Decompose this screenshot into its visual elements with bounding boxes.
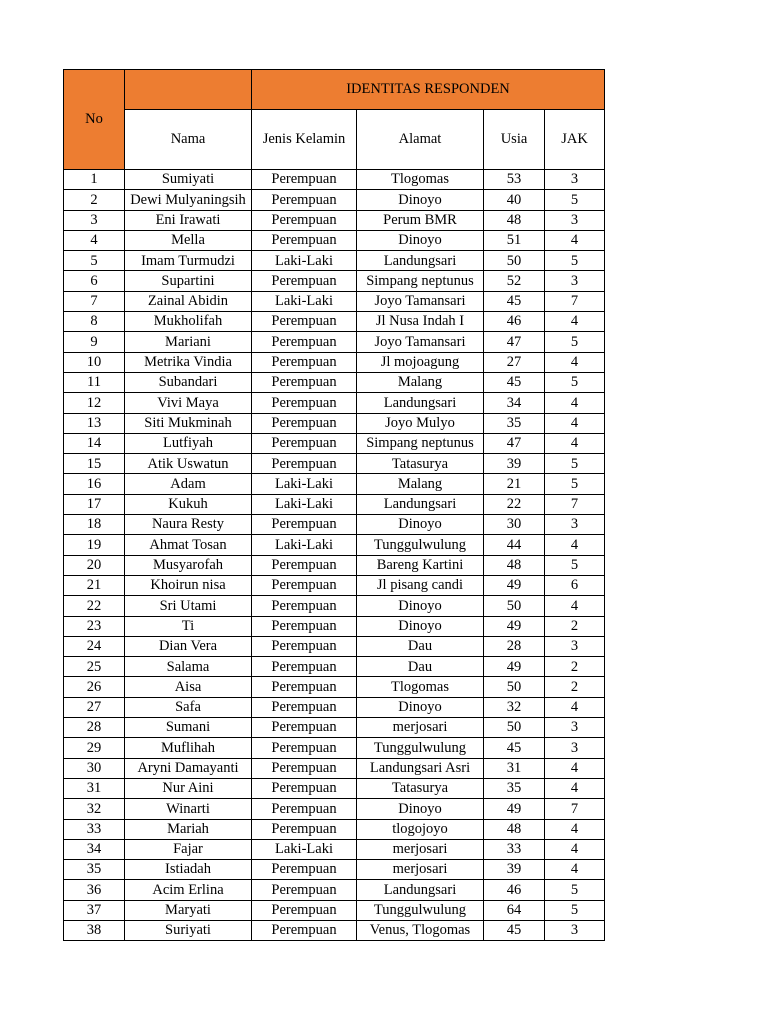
cell-usia: 48 — [484, 555, 545, 575]
cell-jak: 7 — [545, 799, 605, 819]
cell-jak: 4 — [545, 393, 605, 413]
cell-usia: 46 — [484, 312, 545, 332]
cell-nama: Aryni Damayanti — [125, 758, 252, 778]
table-row — [64, 555, 605, 575]
cell-jenis-kelamin: Perempuan — [252, 372, 357, 392]
cell-jenis-kelamin: Perempuan — [252, 616, 357, 636]
cell-no: 9 — [64, 332, 125, 352]
table-row — [64, 819, 605, 839]
cell-alamat: Joyo Mulyo — [357, 413, 484, 433]
cell-usia: 22 — [484, 494, 545, 514]
cell-usia: 35 — [484, 413, 545, 433]
table-row — [64, 291, 605, 311]
cell-alamat: Simpang neptunus — [357, 433, 484, 453]
cell-alamat: Bareng Kartini — [357, 555, 484, 575]
cell-no: 29 — [64, 738, 125, 758]
cell-alamat: Landungsari — [357, 251, 484, 271]
table-row — [64, 271, 605, 291]
cell-no: 36 — [64, 880, 125, 900]
cell-no: 5 — [64, 251, 125, 271]
cell-jak: 3 — [545, 920, 605, 940]
cell-nama: Muflihah — [125, 738, 252, 758]
cell-nama: Dian Vera — [125, 636, 252, 656]
cell-alamat: Dau — [357, 657, 484, 677]
cell-alamat: Dinoyo — [357, 799, 484, 819]
cell-alamat: Dinoyo — [357, 230, 484, 250]
cell-nama: Musyarofah — [125, 555, 252, 575]
cell-nama: Supartini — [125, 271, 252, 291]
cell-usia: 49 — [484, 657, 545, 677]
cell-alamat: tlogojoyo — [357, 819, 484, 839]
table-row — [64, 393, 605, 413]
cell-usia: 45 — [484, 738, 545, 758]
cell-jenis-kelamin: Laki-Laki — [252, 535, 357, 555]
col-header-jenis-kelamin: Jenis Kelamin — [252, 110, 357, 170]
cell-jak: 3 — [545, 515, 605, 535]
table-row — [64, 352, 605, 372]
cell-jak: 7 — [545, 291, 605, 311]
cell-jenis-kelamin: Perempuan — [252, 758, 357, 778]
cell-jak: 3 — [545, 210, 605, 230]
cell-alamat: Tlogomas — [357, 677, 484, 697]
cell-jak: 4 — [545, 433, 605, 453]
cell-jak: 4 — [545, 839, 605, 859]
cell-no: 31 — [64, 778, 125, 798]
cell-jenis-kelamin: Perempuan — [252, 677, 357, 697]
cell-alamat: Joyo Tamansari — [357, 332, 484, 352]
cell-no: 38 — [64, 920, 125, 940]
table-row — [64, 170, 605, 190]
cell-jenis-kelamin: Perempuan — [252, 697, 357, 717]
cell-no: 3 — [64, 210, 125, 230]
cell-nama: Subandari — [125, 372, 252, 392]
cell-jenis-kelamin: Laki-Laki — [252, 474, 357, 494]
header-blank-cell — [125, 70, 252, 110]
cell-no: 1 — [64, 170, 125, 190]
cell-alamat: Tunggulwulung — [357, 535, 484, 555]
cell-usia: 28 — [484, 636, 545, 656]
cell-jenis-kelamin: Perempuan — [252, 555, 357, 575]
cell-no: 37 — [64, 900, 125, 920]
cell-nama: Sumiyati — [125, 170, 252, 190]
cell-alamat: Dau — [357, 636, 484, 656]
cell-no: 19 — [64, 535, 125, 555]
cell-jak: 4 — [545, 778, 605, 798]
cell-jak: 5 — [545, 251, 605, 271]
cell-usia: 39 — [484, 454, 545, 474]
col-header-jak: JAK — [545, 110, 605, 170]
cell-usia: 40 — [484, 190, 545, 210]
cell-nama: Mukholifah — [125, 312, 252, 332]
cell-nama: Suriyati — [125, 920, 252, 940]
cell-usia: 51 — [484, 230, 545, 250]
cell-no: 22 — [64, 596, 125, 616]
table-row — [64, 190, 605, 210]
cell-jenis-kelamin: Perempuan — [252, 210, 357, 230]
cell-jak: 5 — [545, 880, 605, 900]
respondent-table — [63, 69, 605, 941]
cell-jak: 4 — [545, 312, 605, 332]
cell-jenis-kelamin: Perempuan — [252, 636, 357, 656]
table-row — [64, 474, 605, 494]
cell-jak: 4 — [545, 535, 605, 555]
cell-jak: 4 — [545, 758, 605, 778]
table-row — [64, 535, 605, 555]
cell-usia: 53 — [484, 170, 545, 190]
cell-nama: Salama — [125, 657, 252, 677]
cell-jak: 6 — [545, 575, 605, 595]
cell-no: 11 — [64, 372, 125, 392]
cell-jak: 5 — [545, 372, 605, 392]
cell-alamat: Landungsari — [357, 393, 484, 413]
cell-no: 23 — [64, 616, 125, 636]
cell-usia: 34 — [484, 393, 545, 413]
table-row — [64, 657, 605, 677]
col-header-nama: Nama — [125, 110, 252, 170]
cell-no: 17 — [64, 494, 125, 514]
table-row — [64, 616, 605, 636]
table-row — [64, 860, 605, 880]
cell-nama: Kukuh — [125, 494, 252, 514]
cell-usia: 50 — [484, 677, 545, 697]
cell-usia: 33 — [484, 839, 545, 859]
cell-no: 18 — [64, 515, 125, 535]
table-row — [64, 312, 605, 332]
table-row — [64, 433, 605, 453]
cell-nama: Sumani — [125, 718, 252, 738]
cell-nama: Khoirun nisa — [125, 575, 252, 595]
cell-no: 30 — [64, 758, 125, 778]
cell-alamat: merjosari — [357, 839, 484, 859]
cell-jenis-kelamin: Perempuan — [252, 778, 357, 798]
cell-jak: 4 — [545, 413, 605, 433]
cell-no: 34 — [64, 839, 125, 859]
cell-alamat: Dinoyo — [357, 596, 484, 616]
cell-jenis-kelamin: Laki-Laki — [252, 251, 357, 271]
cell-jak: 4 — [545, 860, 605, 880]
cell-jak: 2 — [545, 616, 605, 636]
cell-alamat: Dinoyo — [357, 697, 484, 717]
cell-jenis-kelamin: Perempuan — [252, 596, 357, 616]
cell-usia: 50 — [484, 251, 545, 271]
cell-nama: Mariah — [125, 819, 252, 839]
cell-no: 20 — [64, 555, 125, 575]
cell-no: 14 — [64, 433, 125, 453]
cell-usia: 47 — [484, 433, 545, 453]
cell-no: 15 — [64, 454, 125, 474]
cell-jenis-kelamin: Perempuan — [252, 860, 357, 880]
cell-jak: 5 — [545, 454, 605, 474]
cell-jenis-kelamin: Perempuan — [252, 230, 357, 250]
cell-alamat: Malang — [357, 474, 484, 494]
cell-nama: Safa — [125, 697, 252, 717]
table-row — [64, 575, 605, 595]
table-row — [64, 413, 605, 433]
cell-nama: Ahmat Tosan — [125, 535, 252, 555]
cell-jak: 5 — [545, 555, 605, 575]
cell-nama: Mariani — [125, 332, 252, 352]
cell-jenis-kelamin: Laki-Laki — [252, 839, 357, 859]
cell-no: 13 — [64, 413, 125, 433]
cell-jak: 4 — [545, 819, 605, 839]
col-header-usia: Usia — [484, 110, 545, 170]
cell-usia: 45 — [484, 920, 545, 940]
group-header-identitas: IDENTITAS RESPONDEN — [252, 70, 605, 110]
table-row — [64, 251, 605, 271]
cell-jenis-kelamin: Perempuan — [252, 515, 357, 535]
table-row — [64, 454, 605, 474]
cell-nama: Metrika Vindia — [125, 352, 252, 372]
cell-nama: Naura Resty — [125, 515, 252, 535]
cell-alamat: Dinoyo — [357, 515, 484, 535]
cell-usia: 48 — [484, 210, 545, 230]
cell-nama: Imam Turmudzi — [125, 251, 252, 271]
cell-usia: 45 — [484, 372, 545, 392]
cell-jak: 5 — [545, 190, 605, 210]
cell-alamat: Jl pisang candi — [357, 575, 484, 595]
cell-alamat: Malang — [357, 372, 484, 392]
table-row — [64, 758, 605, 778]
cell-alamat: Landungsari — [357, 880, 484, 900]
table-row — [64, 677, 605, 697]
cell-nama: Aisa — [125, 677, 252, 697]
cell-usia: 46 — [484, 880, 545, 900]
cell-no: 28 — [64, 718, 125, 738]
cell-jenis-kelamin: Perempuan — [252, 190, 357, 210]
table-row — [64, 778, 605, 798]
cell-usia: 39 — [484, 860, 545, 880]
cell-alamat: merjosari — [357, 860, 484, 880]
cell-nama: Atik Uswatun — [125, 454, 252, 474]
cell-nama: Mella — [125, 230, 252, 250]
cell-no: 10 — [64, 352, 125, 372]
cell-usia: 47 — [484, 332, 545, 352]
cell-nama: Maryati — [125, 900, 252, 920]
table-row — [64, 920, 605, 940]
cell-nama: Zainal Abidin — [125, 291, 252, 311]
cell-alamat: Perum BMR — [357, 210, 484, 230]
cell-usia: 49 — [484, 799, 545, 819]
table-row — [64, 718, 605, 738]
cell-alamat: Jl Nusa Indah I — [357, 312, 484, 332]
cell-nama: Acim Erlina — [125, 880, 252, 900]
cell-jenis-kelamin: Perempuan — [252, 718, 357, 738]
cell-jenis-kelamin: Perempuan — [252, 799, 357, 819]
cell-no: 26 — [64, 677, 125, 697]
cell-alamat: Tunggulwulung — [357, 738, 484, 758]
cell-jak: 3 — [545, 718, 605, 738]
table-row — [64, 839, 605, 859]
table-row — [64, 596, 605, 616]
cell-usia: 49 — [484, 616, 545, 636]
cell-no: 16 — [64, 474, 125, 494]
table-row — [64, 880, 605, 900]
table-row — [64, 799, 605, 819]
cell-alamat: merjosari — [357, 718, 484, 738]
cell-alamat: Dinoyo — [357, 190, 484, 210]
table-row — [64, 332, 605, 352]
cell-usia: 45 — [484, 291, 545, 311]
cell-jenis-kelamin: Perempuan — [252, 900, 357, 920]
cell-usia: 44 — [484, 535, 545, 555]
cell-jenis-kelamin: Laki-Laki — [252, 291, 357, 311]
cell-usia: 21 — [484, 474, 545, 494]
cell-nama: Siti Mukminah — [125, 413, 252, 433]
cell-alamat: Venus, Tlogomas — [357, 920, 484, 940]
cell-no: 12 — [64, 393, 125, 413]
cell-alamat: Joyo Tamansari — [357, 291, 484, 311]
cell-jak: 3 — [545, 170, 605, 190]
table-row — [64, 494, 605, 514]
cell-usia: 27 — [484, 352, 545, 372]
cell-usia: 49 — [484, 575, 545, 595]
cell-no: 6 — [64, 271, 125, 291]
cell-jenis-kelamin: Perempuan — [252, 819, 357, 839]
cell-jenis-kelamin: Perempuan — [252, 880, 357, 900]
header-row-group — [64, 70, 605, 110]
cell-usia: 32 — [484, 697, 545, 717]
cell-alamat: Tatasurya — [357, 778, 484, 798]
cell-nama: Lutfiyah — [125, 433, 252, 453]
cell-jak: 3 — [545, 636, 605, 656]
cell-no: 2 — [64, 190, 125, 210]
cell-usia: 48 — [484, 819, 545, 839]
cell-jak: 7 — [545, 494, 605, 514]
cell-jak: 4 — [545, 230, 605, 250]
cell-jenis-kelamin: Perempuan — [252, 393, 357, 413]
cell-alamat: Landungsari Asri — [357, 758, 484, 778]
cell-jenis-kelamin: Perempuan — [252, 657, 357, 677]
cell-no: 25 — [64, 657, 125, 677]
table-row — [64, 697, 605, 717]
table-row — [64, 738, 605, 758]
table-row — [64, 900, 605, 920]
cell-alamat: Landungsari — [357, 494, 484, 514]
cell-nama: Eni Irawati — [125, 210, 252, 230]
cell-usia: 64 — [484, 900, 545, 920]
cell-jak: 2 — [545, 657, 605, 677]
cell-jenis-kelamin: Perempuan — [252, 433, 357, 453]
cell-jak: 3 — [545, 738, 605, 758]
cell-nama: Nur Aini — [125, 778, 252, 798]
cell-nama: Ti — [125, 616, 252, 636]
cell-jenis-kelamin: Perempuan — [252, 170, 357, 190]
table-row — [64, 372, 605, 392]
header-row-columns — [64, 110, 605, 170]
cell-no: 33 — [64, 819, 125, 839]
cell-jak: 4 — [545, 596, 605, 616]
cell-nama: Sri Utami — [125, 596, 252, 616]
cell-no: 4 — [64, 230, 125, 250]
table-body — [64, 70, 605, 941]
table-row — [64, 210, 605, 230]
cell-nama: Dewi Mulyaningsih — [125, 190, 252, 210]
cell-jak: 5 — [545, 900, 605, 920]
cell-usia: 52 — [484, 271, 545, 291]
cell-usia: 50 — [484, 596, 545, 616]
cell-jenis-kelamin: Perempuan — [252, 413, 357, 433]
cell-nama: Istiadah — [125, 860, 252, 880]
cell-no: 32 — [64, 799, 125, 819]
cell-alamat: Tatasurya — [357, 454, 484, 474]
cell-jak: 3 — [545, 271, 605, 291]
cell-alamat: Jl mojoagung — [357, 352, 484, 372]
col-header-no: No — [64, 70, 125, 170]
cell-jak: 5 — [545, 474, 605, 494]
cell-jenis-kelamin: Perempuan — [252, 312, 357, 332]
cell-alamat: Tlogomas — [357, 170, 484, 190]
cell-no: 27 — [64, 697, 125, 717]
cell-no: 8 — [64, 312, 125, 332]
cell-jak: 2 — [545, 677, 605, 697]
cell-alamat: Tunggulwulung — [357, 900, 484, 920]
table-row — [64, 230, 605, 250]
cell-usia: 31 — [484, 758, 545, 778]
cell-no: 35 — [64, 860, 125, 880]
cell-usia: 50 — [484, 718, 545, 738]
cell-nama: Winarti — [125, 799, 252, 819]
cell-nama: Vivi Maya — [125, 393, 252, 413]
cell-jak: 4 — [545, 697, 605, 717]
cell-alamat: Dinoyo — [357, 616, 484, 636]
cell-no: 7 — [64, 291, 125, 311]
cell-jenis-kelamin: Perempuan — [252, 352, 357, 372]
cell-nama: Fajar — [125, 839, 252, 859]
cell-usia: 35 — [484, 778, 545, 798]
cell-no: 24 — [64, 636, 125, 656]
cell-jak: 4 — [545, 352, 605, 372]
table-row — [64, 515, 605, 535]
cell-jenis-kelamin: Perempuan — [252, 920, 357, 940]
cell-jenis-kelamin: Perempuan — [252, 454, 357, 474]
cell-jenis-kelamin: Laki-Laki — [252, 494, 357, 514]
cell-jenis-kelamin: Perempuan — [252, 332, 357, 352]
cell-alamat: Simpang neptunus — [357, 271, 484, 291]
cell-jenis-kelamin: Perempuan — [252, 738, 357, 758]
cell-jenis-kelamin: Perempuan — [252, 575, 357, 595]
cell-usia: 30 — [484, 515, 545, 535]
col-header-alamat: Alamat — [357, 110, 484, 170]
cell-jenis-kelamin: Perempuan — [252, 271, 357, 291]
cell-jak: 5 — [545, 332, 605, 352]
table-row — [64, 636, 605, 656]
cell-no: 21 — [64, 575, 125, 595]
cell-nama: Adam — [125, 474, 252, 494]
